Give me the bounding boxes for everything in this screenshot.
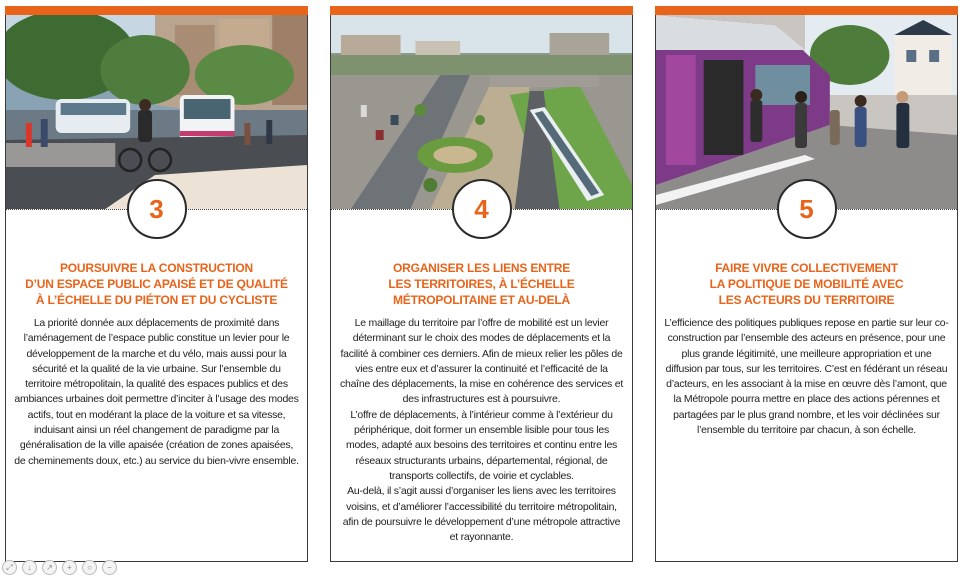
title-line: FAIRE VIVRE COLLECTIVEMENT — [715, 261, 898, 275]
card-3 — [5, 6, 308, 562]
title-line: LES ACTEURS DU TERRITOIRE — [718, 293, 895, 307]
title-line: MÉTROPOLITAINE ET AU-DELÀ — [393, 293, 570, 307]
card-title — [341, 260, 622, 308]
accent-bar — [655, 6, 958, 15]
title-line: POURSUIVRE LA CONSTRUCTION — [59, 261, 254, 275]
accent-bar — [5, 6, 308, 15]
number-badge: 3 — [127, 179, 187, 239]
download-icon[interactable]: ↓ — [22, 560, 37, 575]
card-body — [664, 316, 949, 438]
body-paragraph: Au-delà, il s’agit aussi d’organiser les liens avec les territoires voisins, et d’améliorer l’accessibilité du territoire métropolitain, afin de poursuivre le développement d’une métropole attractive et rayonnante. — [342, 485, 621, 544]
number-badge: 5 — [777, 179, 837, 239]
zoom-in-icon[interactable]: + — [62, 560, 77, 575]
title-line: D’UN ESPACE PUBLIC APAISÉ ET DE QUALITÉ — [25, 277, 288, 291]
card-body — [14, 316, 299, 469]
viewer-toolbar — [2, 560, 117, 575]
card-title — [666, 260, 947, 308]
title-line: À L’ÉCHELLE DU PIÉTON ET DU CYCLISTE — [35, 293, 278, 307]
fullscreen-icon[interactable]: ⤢ — [2, 560, 17, 575]
card-5 — [655, 6, 958, 562]
title-line: LES TERRITOIRES, À L’ÉCHELLE — [388, 277, 575, 291]
search-icon[interactable]: ○ — [82, 560, 97, 575]
body-paragraph: La priorité donnée aux déplacements de proximité dans l’aménagement de l’espace public constitue un levier pour le développement de la marche et du vélo, mais aussi pour la sécurité et la qualité de la vie urbaine. Sur l’ensemble du territoire métropolitain, la qualité des espaces publics et des ambiances urbaines doit permettre d’inciter à l’usage des modes actifs, tout en modérant la place de la voiture et sa vitesse, induisant ainsi un réel changement de paradigme par la généralisation de la ville apaisée (création de zones apaisées, de cheminements doux, etc.) au service du bien-vivre ensemble. — [14, 317, 299, 467]
title-line: ORGANISER LES LIENS ENTRE — [392, 261, 571, 275]
body-paragraph: Le maillage du territoire par l’offre de mobilité est un levier déterminant sur le choix des modes de déplacements et la facilité à combiner ces derniers. Afin de mieux relier les pôles de vies entre eux et d’assurer la continuité et l’efficacité de la chaîne des déplacements, la mise en cohérence des services et des infrastructures est à poursuivre. — [339, 317, 623, 406]
number-badge: 4 — [452, 179, 512, 239]
zoom-out-icon[interactable]: − — [102, 560, 117, 575]
title-line: LA POLITIQUE DE MOBILITÉ AVEC — [709, 277, 904, 291]
body-paragraph: L’offre de déplacements, à l’intérieur comme à l’extérieur du périphérique, doit former un ensemble lisible pour tous les modes, adapté aux besoins des territoires et continu entre les réseaux structurants urbains, départemental, régional, de transports collectifs, de voirie et cyclables. — [345, 408, 618, 482]
card-title — [16, 260, 297, 308]
body-paragraph: L’efficience des politiques publiques repose en partie sur leur co-construction par l’ensemble des acteurs en présence, pour une plus grande légitimité, une meilleure appropriation et une diffusion par tous, sur les territoires. C’est en fédérant un réseau d’acteurs, en les associant à la mise en œuvre dès l’amont, que la Métropole pourra mettre en place des actions pérennes et partagées par le plus grand nombre, et les voir déclinées sur l’ensemble du territoire par chacun, à son échelle. — [664, 317, 949, 437]
card-4 — [330, 6, 633, 562]
share-icon[interactable]: ↗ — [42, 560, 57, 575]
card-body — [339, 316, 624, 545]
accent-bar — [330, 6, 633, 15]
